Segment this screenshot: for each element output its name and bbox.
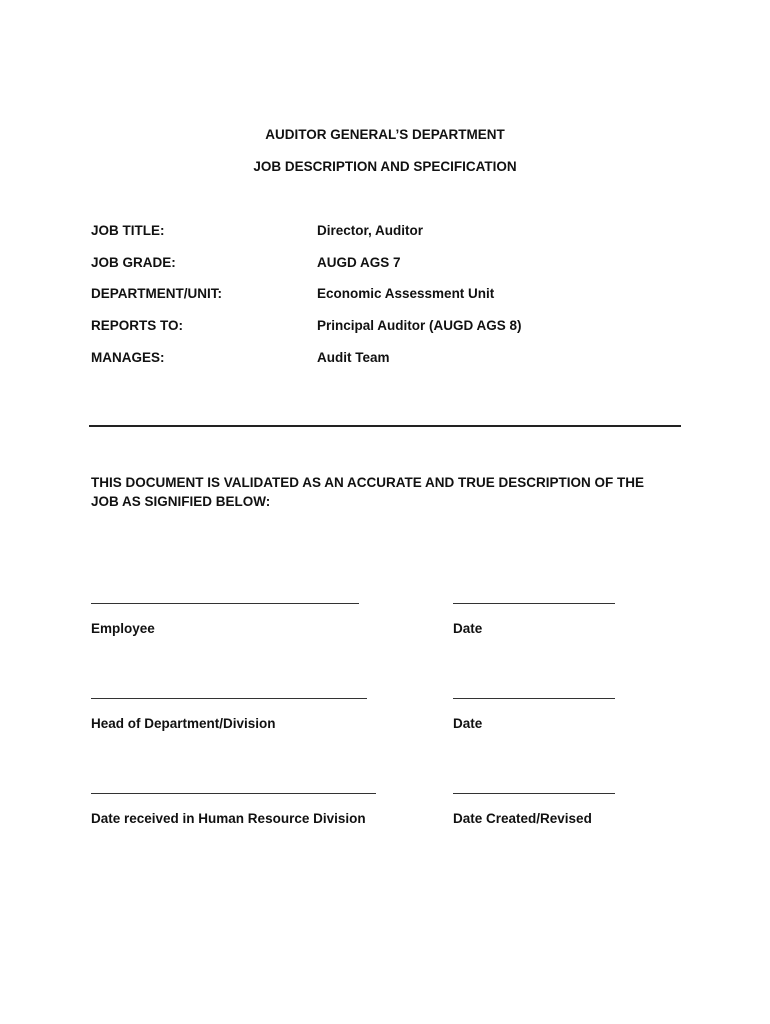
- date-created-line[interactable]: [453, 793, 615, 794]
- validation-line-2: JOB AS SIGNIFIED BELOW:: [91, 494, 271, 509]
- section-divider: [89, 425, 681, 427]
- head-signature-line[interactable]: [91, 698, 367, 699]
- department-heading: AUDITOR GENERAL’S DEPARTMENT: [265, 127, 505, 142]
- head-of-department-label: Head of Department/Division: [91, 716, 276, 731]
- employee-signature-line[interactable]: [91, 603, 359, 604]
- field-value: Economic Assessment Unit: [317, 286, 495, 301]
- document-title: JOB DESCRIPTION AND SPECIFICATION: [253, 159, 517, 174]
- field-label: JOB TITLE:: [91, 223, 165, 238]
- employee-label: Employee: [91, 621, 155, 636]
- field-value: Principal Auditor (AUGD AGS 8): [317, 318, 522, 333]
- field-value: Director, Auditor: [317, 223, 424, 238]
- field-label: JOB GRADE:: [91, 255, 176, 270]
- head-date-label: Date: [453, 716, 483, 731]
- field-label: MANAGES:: [91, 350, 165, 365]
- field-value: AUGD AGS 7: [317, 255, 401, 270]
- date-created-revised-label: Date Created/Revised: [453, 811, 592, 826]
- field-label: DEPARTMENT/UNIT:: [91, 286, 222, 301]
- validation-line-1: THIS DOCUMENT IS VALIDATED AS AN ACCURATE AND TRUE DESCRIPTION OF THE: [91, 475, 644, 490]
- employee-date-line[interactable]: [453, 603, 615, 604]
- hr-received-line[interactable]: [91, 793, 376, 794]
- employee-date-label: Date: [453, 621, 483, 636]
- field-label: REPORTS TO:: [91, 318, 184, 333]
- head-date-line[interactable]: [453, 698, 615, 699]
- field-value: Audit Team: [317, 350, 390, 365]
- hr-received-label: Date received in Human Resource Division: [91, 811, 366, 826]
